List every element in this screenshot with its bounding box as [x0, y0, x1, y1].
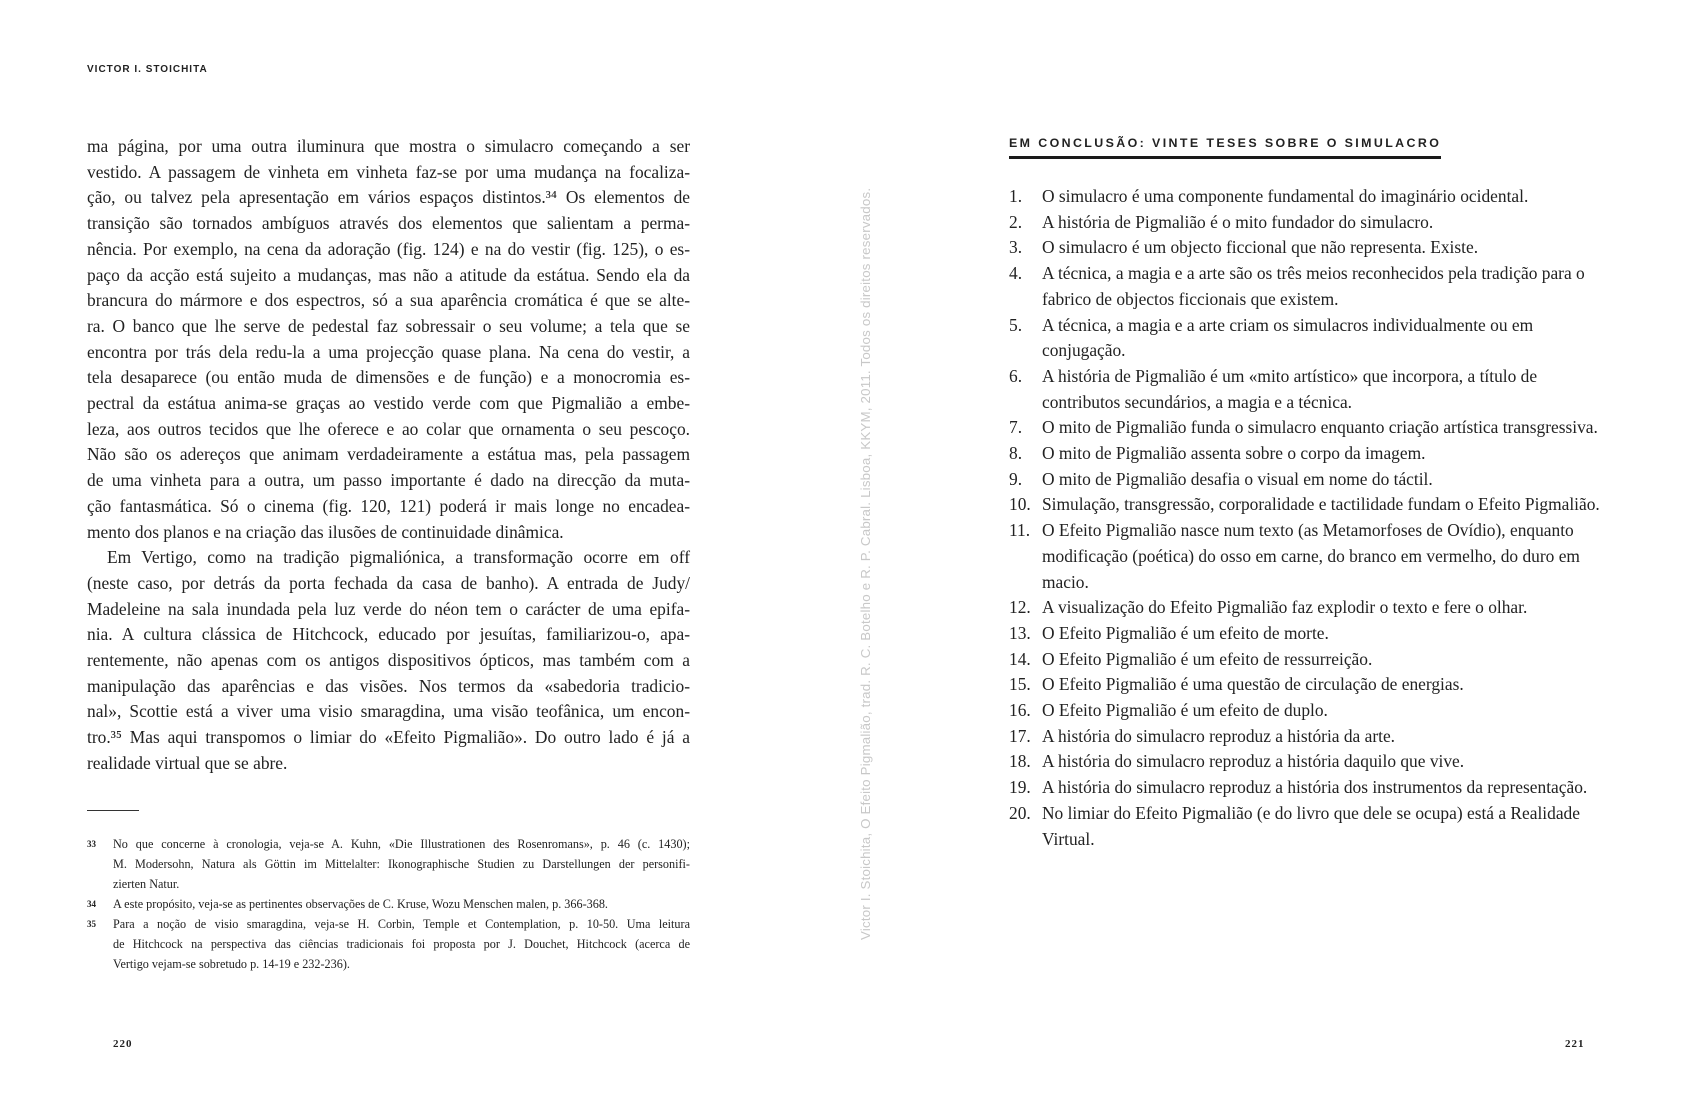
thesis-number: 3.	[1009, 237, 1023, 258]
thesis-text: A história de Pigmalião é o mito fundador do simulacro.	[1042, 211, 1434, 232]
thesis-item	[1009, 672, 1609, 698]
thesis-item	[1009, 621, 1609, 647]
copyright-watermark: Victor I. Stoichita, O Efeito Pigmalião, trad. R. C. Botelho e R. P. Cabral. Lisboa, KKYM, 2011. Todos os direitos reservados.	[858, 187, 873, 940]
thesis-item	[1009, 492, 1609, 518]
text-line: nência. Por exemplo, na cena da adoração (fig. 124) e na do vestir (fig. 125), o es-	[87, 238, 690, 259]
thesis-text: A visualização do Efeito Pigmalião faz explodir o texto e fere o olhar.	[1042, 597, 1528, 618]
thesis-text: O mito de Pigmalião funda o simulacro enquanto criação artística transgressiva.	[1042, 417, 1598, 438]
thesis-number: 20.	[1009, 802, 1031, 823]
thesis-text: O Efeito Pigmalião é um efeito de duplo.	[1042, 700, 1328, 721]
thesis-text: A técnica, a magia e a arte são os três meios reconhecidos pela tradição para o fabrico de objectos ficcionais que existem.	[1042, 263, 1585, 309]
footnote-line: A este propósito, veja-se as pertinentes observações de C. Kruse, Wozu Menschen malen, p. 366-368.	[113, 897, 608, 911]
text-line: Madeleine na sala inundada pela luz verde do néon tem o carácter de uma epifa-	[87, 598, 690, 619]
thesis-text: A história do simulacro reproduz a história daquilo que vive.	[1042, 751, 1465, 772]
thesis-number: 8.	[1009, 443, 1023, 464]
footnote-number: 34	[87, 899, 96, 909]
text-line: mento dos planos e na criação das ilusões de continuidade dinâmica.	[87, 521, 564, 542]
footnote-line: zierten Natur.	[113, 877, 180, 891]
thesis-number: 17.	[1009, 725, 1031, 746]
thesis-number: 2.	[1009, 211, 1023, 232]
thesis-text: O Efeito Pigmalião é um efeito de morte.	[1042, 622, 1329, 643]
section-title: EM CONCLUSÃO: VINTE TESES SOBRE O SIMULACRO	[1009, 136, 1441, 159]
thesis-number: 4.	[1009, 263, 1023, 284]
thesis-item	[1009, 467, 1609, 493]
thesis-number: 13.	[1009, 622, 1031, 643]
thesis-item	[1009, 698, 1609, 724]
text-line: tela desaparece (ou então muda de dimensões e de função) e a monocromia es-	[87, 367, 690, 388]
thesis-item	[1009, 441, 1609, 467]
text-line: nal», Scottie está a viver uma visio smaragdina, uma visão teofânica, um encon-	[87, 701, 690, 722]
page-number-right: 221	[1565, 1038, 1585, 1050]
thesis-item	[1009, 261, 1609, 312]
text-line: de uma vinheta para a outra, um passo importante é dado na direcção da muta-	[87, 470, 690, 491]
thesis-number: 11.	[1009, 520, 1031, 541]
footnote-line: No que concerne à cronologia, veja-se A. Kuhn, «Die Illustrationen des Rosenromans», p. 46 (c. 1430);	[113, 837, 690, 851]
footnotes	[87, 834, 690, 974]
text-line: encontra por trás dela redu-la a uma projecção quase plana. Na cena do vestir, a	[87, 341, 690, 362]
thesis-item	[1009, 724, 1609, 750]
thesis-text: A técnica, a magia e a arte criam os simulacros individualmente ou em conjugação.	[1042, 314, 1534, 361]
thesis-number: 7.	[1009, 417, 1023, 438]
thesis-text: O mito de Pigmalião desafia o visual em nome do táctil.	[1042, 468, 1433, 489]
footnote-divider	[87, 810, 139, 811]
text-line: realidade virtual que se abre.	[87, 752, 288, 773]
thesis-text: A história de Pigmalião é um «mito artístico» que incorpora, a título de contributos secundários, a magia e a técnica.	[1042, 365, 1538, 412]
running-head: VICTOR I. STOICHITA	[87, 64, 208, 75]
text-line: ra. O banco que lhe serve de pedestal faz sobressair o seu volume; a tela que se	[87, 315, 690, 336]
thesis-text: O simulacro é uma componente fundamental do imaginário ocidental.	[1042, 186, 1529, 206]
footnote-35	[87, 914, 690, 974]
thesis-item	[1009, 415, 1609, 441]
thesis-item	[1009, 313, 1609, 364]
thesis-number: 9.	[1009, 468, 1023, 489]
thesis-number: 14.	[1009, 648, 1031, 669]
thesis-text: A história do simulacro reproduz a história da arte.	[1042, 725, 1396, 746]
thesis-text: No limiar do Efeito Pigmalião (e do livro que dele se ocupa) está a Realidade Virtual.	[1042, 802, 1580, 849]
thesis-number: 6.	[1009, 365, 1023, 386]
thesis-number: 12.	[1009, 597, 1031, 618]
thesis-item	[1009, 775, 1609, 801]
thesis-item	[1009, 801, 1609, 852]
text-line: tro.³⁵ Mas aqui transpomos o limiar do «Efeito Pigmalião». Do outro lado é já a	[87, 727, 690, 748]
thesis-number: 18.	[1009, 751, 1031, 772]
thesis-item	[1009, 364, 1609, 415]
text-line: brancura do mármore e dos espectros, só a sua aparência cromática é que se alte-	[87, 290, 690, 311]
thesis-item	[1009, 184, 1609, 210]
body-text	[87, 134, 690, 777]
thesis-number: 15.	[1009, 674, 1031, 695]
text-line: Não são os adereços que animam verdadeiramente a estátua mas, pela passagem	[87, 444, 690, 465]
thesis-number: 19.	[1009, 777, 1031, 798]
thesis-item	[1009, 595, 1609, 621]
text-line: leza, aos outros tecidos que lhe oferece e ao colar que ornamenta o seu pescoço.	[87, 418, 690, 439]
thesis-item	[1009, 235, 1609, 261]
thesis-text: O Efeito Pigmalião nasce num texto (as Metamorfoses de Ovídio), enquanto modificação (poética) do osso em carne, do branco em vermelho, do duro em macio.	[1042, 520, 1580, 592]
text-line: transição são tornados ambíguos através dos elementos que salientam a perma-	[87, 213, 690, 234]
footnote-line: Vertigo vejam-se sobretudo p. 14-19 e 232-236).	[113, 957, 350, 971]
text-line: ção, ou talvez pela apresentação em vários espaços distintos.³⁴ Os elementos de	[87, 187, 690, 208]
paragraph-2	[87, 545, 690, 776]
thesis-number: 1.	[1009, 186, 1023, 206]
thesis-text: O simulacro é um objecto ficcional que não representa. Existe.	[1042, 237, 1479, 258]
text-line: ção fantasmática. Só o cinema (fig. 120, 121) poderá ir mais longe no encadea-	[87, 495, 690, 516]
text-line: manipulação das aparências e das visões. Nos termos da «sabedoria tradicio-	[87, 675, 690, 696]
thesis-text: O Efeito Pigmalião é uma questão de circulação de energias.	[1042, 674, 1464, 695]
thesis-text: Simulação, transgressão, corporalidade e tactilidade fundam o Efeito Pigmalião.	[1042, 494, 1600, 515]
thesis-number: 5.	[1009, 314, 1023, 335]
text-line: paço da acção está sujeito a mudanças, mas não a atitude da estátua. Sendo ela da	[87, 264, 690, 285]
thesis-item	[1009, 210, 1609, 236]
paragraph-1	[87, 134, 690, 545]
thesis-number: 16.	[1009, 700, 1031, 721]
left-page	[0, 0, 842, 1113]
footnote-line: de Hitchcock na perspectiva das ciências tradicionais foi proposta por J. Douchet, Hitchcock (acerca de	[113, 937, 690, 951]
footnote-34	[87, 894, 690, 914]
text-line: nia. A cultura clássica de Hitchcock, educado por jesuítas, familiarizou-o, apa-	[87, 624, 690, 645]
page-number-left: 220	[113, 1038, 133, 1050]
footnote-line: Para a noção de visio smaragdina, veja-se H. Corbin, Temple et Contemplation, p. 10-50. Uma leitura	[113, 917, 690, 931]
thesis-item	[1009, 647, 1609, 673]
theses-list	[1009, 184, 1609, 852]
footnote-line: M. Modersohn, Natura als Göttin im Mittelalter: Ikonographische Studien zu Darstellungen der personifi-	[113, 857, 690, 871]
thesis-text: O mito de Pigmalião assenta sobre o corpo da imagem.	[1042, 443, 1426, 464]
right-page	[842, 0, 1685, 1113]
footnote-33	[87, 834, 690, 894]
thesis-text: A história do simulacro reproduz a história dos instrumentos da representação.	[1042, 777, 1588, 798]
thesis-item	[1009, 749, 1609, 775]
text-line: Em Vertigo, como na tradição pigmaliónica, a transformação ocorre em off	[107, 547, 690, 568]
text-line: vestido. A passagem de vinheta em vinheta faz-se por uma mudança na focaliza-	[87, 161, 690, 182]
text-line: pectral da estátua anima-se graças ao vestido verde com que Pigmalião a embe-	[87, 393, 690, 414]
thesis-number: 10.	[1009, 494, 1031, 515]
text-line: rentemente, não apenas com os antigos dispositivos ópticos, mas também com a	[87, 650, 690, 671]
thesis-item	[1009, 518, 1609, 595]
text-line: ma página, por uma outra iluminura que mostra o simulacro começando a ser	[87, 136, 690, 156]
thesis-text: O Efeito Pigmalião é um efeito de ressurreição.	[1042, 648, 1373, 669]
footnote-number: 33	[87, 839, 96, 849]
footnote-number: 35	[87, 919, 96, 929]
text-line: (neste caso, por detrás da porta fechada da casa de banho). A entrada de Judy/	[87, 572, 690, 593]
